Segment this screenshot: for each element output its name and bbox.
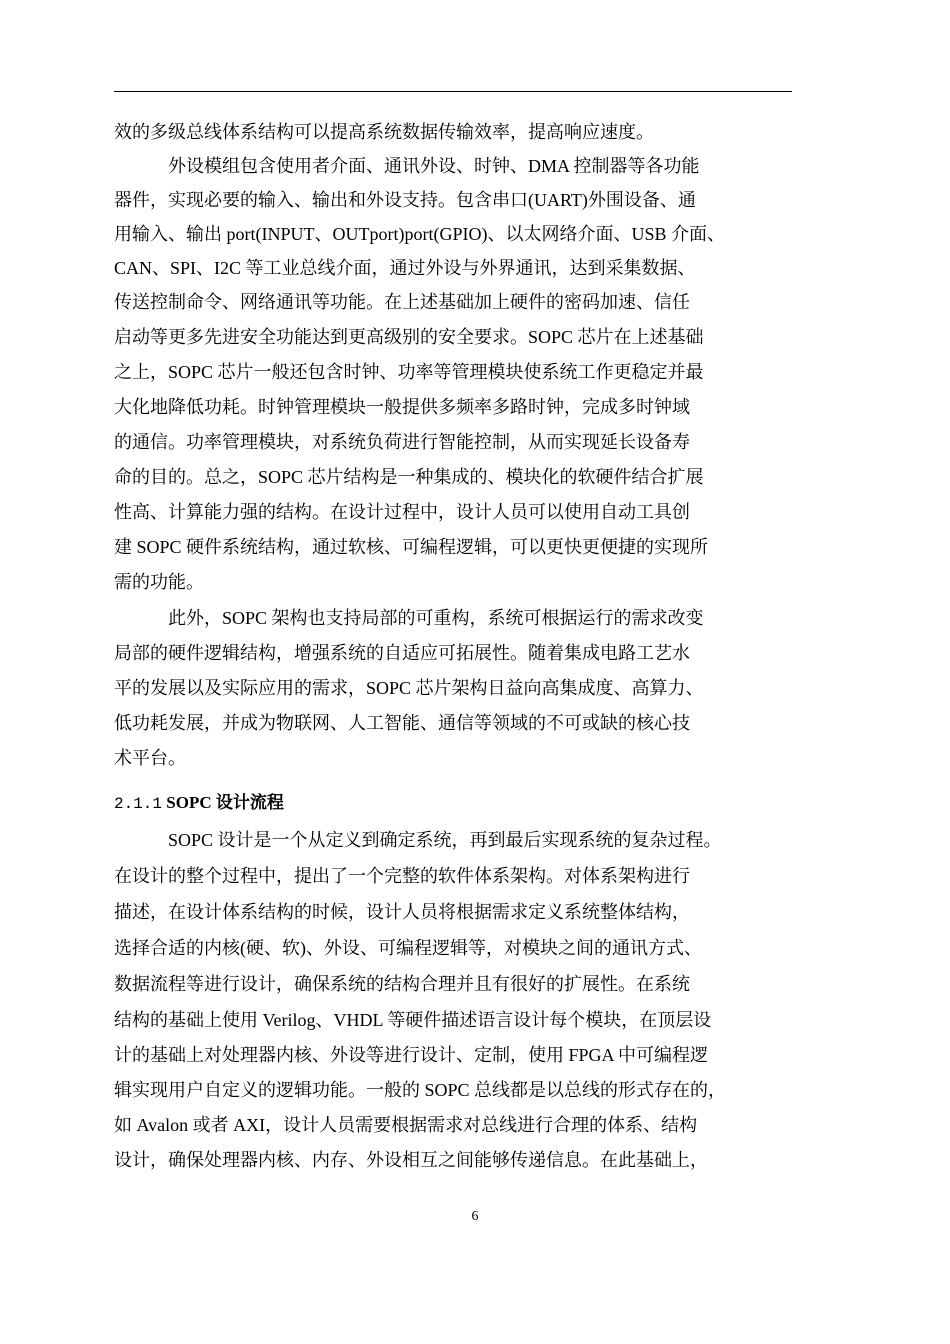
body-line: 的通信。功率管理模块，对系统负荷进行智能控制，从而实现延长设备寿	[114, 432, 690, 452]
body-line: 平的发展以及实际应用的需求，SOPC 芯片架构日益向高集成度、高算力、	[114, 678, 704, 698]
section-heading	[114, 791, 284, 815]
body-line: SOPC 设计是一个从定义到确定系统，再到最后实现系统的复杂过程。	[168, 830, 722, 850]
body-line: 低功耗发展，并成为物联网、人工智能、通信等领域的不可或缺的核心技	[114, 713, 690, 733]
body-line: 需的功能。	[114, 572, 204, 592]
body-line: 传送控制命令、网络通讯等功能。在上述基础加上硬件的密码加速、信任	[114, 292, 690, 312]
body-line: 描述，在设计体系结构的时候，设计人员将根据需求定义系统整体结构，	[114, 902, 690, 922]
body-line: CAN、SPI、I2C 等工业总线介面，通过外设与外界通讯，达到采集数据、	[114, 258, 696, 278]
body-line: 建 SOPC 硬件系统结构，通过软核、可编程逻辑，可以更快更便捷的实现所	[114, 537, 709, 557]
body-line: 在设计的整个过程中，提出了一个完整的软件体系架构。对体系架构进行	[114, 866, 690, 886]
body-line: 如 Avalon 或者 AXI，设计人员需要根据需求对总线进行合理的体系、结构	[114, 1115, 698, 1135]
body-line: 启动等更多先进安全功能达到更高级别的安全要求。SOPC 芯片在上述基础	[114, 327, 704, 347]
body-line: 效的多级总线体系结构可以提高系统数据传输效率，提高响应速度。	[114, 122, 654, 142]
body-line: 计的基础上对处理器内核、外设等进行设计、定制，使用 FPGA 中可编程逻	[114, 1045, 709, 1065]
body-line: 之上，SOPC 芯片一般还包含时钟、功率等管理模块使系统工作更稳定并最	[114, 362, 704, 382]
body-line: 大化地降低功耗。时钟管理模块一般提供多频率多路时钟，完成多时钟域	[114, 397, 690, 417]
section-title: SOPC 设计流程	[166, 793, 284, 812]
body-line: 性高、计算能力强的结构。在设计过程中，设计人员可以使用自动工具创	[114, 502, 690, 522]
page-number: 6	[471, 1209, 479, 1224]
body-line: 用输入、输出 port(INPUT、OUTport)port(GPIO)、以太网络介面、USB 介面、	[114, 224, 725, 244]
body-line: 术平台。	[114, 748, 186, 768]
body-line: 命的目的。总之，SOPC 芯片结构是一种集成的、模块化的软硬件结合扩展	[114, 467, 704, 487]
section-number: 2.1.1	[114, 795, 163, 813]
body-line: 数据流程等进行设计，确保系统的结构合理并且有很好的扩展性。在系统	[114, 974, 690, 994]
body-line: 结构的基础上使用 Verilog、VHDL 等硬件描述语言设计每个模块，在顶层设	[114, 1010, 712, 1030]
body-line: 设计，确保处理器内核、内存、外设相互之间能够传递信息。在此基础上，	[114, 1150, 708, 1170]
body-line: 辑实现用户自定义的逻辑功能。一般的 SOPC 总线都是以总线的形式存在的，	[114, 1080, 727, 1100]
body-line: 外设模组包含使用者介面、通讯外设、时钟、DMA 控制器等各功能	[168, 156, 700, 176]
body-line: 局部的硬件逻辑结构，增强系统的自适应可拓展性。随着集成电路工艺水	[114, 643, 690, 663]
body-line: 器件，实现必要的输入、输出和外设支持。包含串口(UART)外围设备、通	[114, 190, 696, 210]
body-line: 此外，SOPC 架构也支持局部的可重构，系统可根据运行的需求改变	[168, 608, 704, 628]
header-rule	[114, 91, 792, 92]
body-line: 选择合适的内核(硬、软)、外设、可编程逻辑等，对模块之间的通讯方式、	[114, 938, 702, 958]
